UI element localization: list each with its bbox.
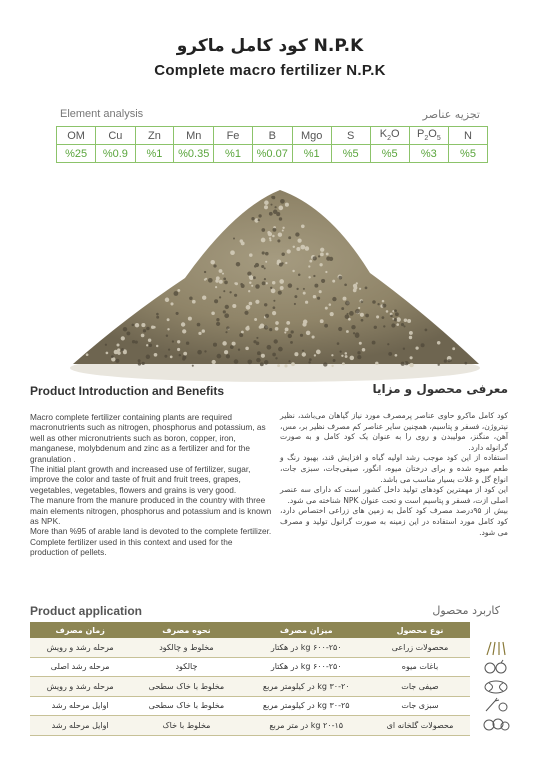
table-row xyxy=(30,638,470,657)
element-symbol-row xyxy=(57,127,488,145)
element-value: %1 xyxy=(214,145,253,163)
table-cell: مخلوط و چالکود xyxy=(130,638,242,657)
intro-paragraph: The initial plant growth and increased use of fertilizer, sugar, improve the color and taste of fruit and fruit trees, grapes, vegetables, vegetables, flowers and grains is very good. xyxy=(30,464,251,495)
table-cell: سبزی جات xyxy=(370,696,470,716)
melon-icon xyxy=(472,676,520,695)
element-value: %3 xyxy=(409,145,448,163)
element-symbol: N xyxy=(449,127,488,145)
table-cell: محصولات زراعی xyxy=(370,638,470,657)
page-title-persian: کود کامل ماکرو N.P.K xyxy=(176,36,364,56)
table-cell: kg ۶۰۰-۲۵۰ در هکتار xyxy=(243,657,370,677)
table-row xyxy=(30,657,470,677)
element-value: %0.9 xyxy=(96,145,135,163)
element-symbol: Cu xyxy=(96,127,135,145)
element-analysis-label-persian: تجزیه عناصر xyxy=(422,108,480,121)
fruit-icon xyxy=(472,657,520,676)
table-cell: باغات میوه xyxy=(370,657,470,677)
element-value: %1 xyxy=(135,145,174,163)
intro-heading: Product Introduction and Benefits xyxy=(30,384,224,398)
element-symbol: $P_2O_5$ xyxy=(409,127,448,145)
element-symbol: B xyxy=(252,127,292,145)
intro-paragraph: More than %95 of arable land is devoted to the complete fertilizer. Complete fertilizer used in this context and used for the production of pellets. xyxy=(30,526,272,558)
element-value: %0.35 xyxy=(174,145,214,163)
table-cell: محصولات گلخانه ای xyxy=(370,716,470,736)
table-row xyxy=(30,696,470,716)
element-symbol: Mn xyxy=(174,127,214,145)
intro-paragraph-persian: کود کامل ماکرو حاوی عناصر پرمصرف مورد نیاز گیاهان می‌باشد، نظیر نیتروژن، فسفر و پتاسیم، همچنین سایر عناصر کم مصرف نظیر بر، مس، آهن، منگنز، مولیبدن و روی را به عنوان یک کود کامل و به صورت گرانوله دارد. xyxy=(280,411,508,452)
element-symbol: Mgo xyxy=(292,127,331,145)
column-header: نوع محصول xyxy=(370,622,470,638)
element-value: %25 xyxy=(57,145,96,163)
intro-paragraph: Macro complete fertilizer containing plants are required macronutrients such as nitrogen, phosphorus and potassium, as well as other micronutrients such as boron, copper, iron, manganese, molybdenum and zinc as a fertilizer and for the granulation . xyxy=(30,412,266,464)
element-analysis-label: Element analysis xyxy=(60,108,144,120)
element-value-row xyxy=(57,145,488,163)
table-cell: اوایل مرحله رشد xyxy=(30,716,130,736)
element-symbol: S xyxy=(331,127,370,145)
table-cell: مخلوط با خاک سطحی xyxy=(130,677,242,697)
wheat-icon xyxy=(472,638,520,657)
intro-paragraph-persian: استفاده از این کود موجب رشد اولیه گیاه و افزایش قند، بهبود رنگ و طعم میوه شده و برای درختان میوه، انگور، صیفی‌جات، سبزی جات، انواع گل و غلات بسیار مناسب می باشد. xyxy=(280,453,508,484)
table-cell: مخلوط با خاک سطحی xyxy=(130,696,242,716)
intro-text-persian xyxy=(280,411,508,538)
table-cell: چالکود xyxy=(130,657,242,677)
column-header: زمان مصرف xyxy=(30,622,130,638)
page-title-english: Complete macro fertilizer N.P.K xyxy=(154,62,386,79)
element-value: %5 xyxy=(331,145,370,163)
element-value: %1 xyxy=(292,145,331,163)
element-value: %5 xyxy=(370,145,409,163)
crop-icons-column xyxy=(472,638,520,733)
intro-heading-persian: معرفی محصول و مزایا xyxy=(372,382,508,396)
element-analysis-table xyxy=(56,126,488,163)
element-value: %5 xyxy=(449,145,488,163)
table-cell: kg ۳۰-۲۰ در کیلومتر مربع xyxy=(243,677,370,697)
element-value: %0.07 xyxy=(252,145,292,163)
application-table xyxy=(30,622,470,736)
intro-paragraph: The manure from the manure produced in the country with three main elements nitrogen, phosphorus and potassium and is known as NPK. xyxy=(30,495,272,527)
table-cell: صیفی جات xyxy=(370,677,470,697)
intro-paragraph-persian: این کود از مهمترین کودهای تولید داخل کشور است که دارای سه عنصر اصلی ازت، فسفر و پتاسیم است و تحت عنوان NPK شناخته می شود. xyxy=(280,485,508,505)
application-heading-persian: کاربرد محصول xyxy=(432,604,500,617)
element-symbol: Fe xyxy=(214,127,253,145)
table-cell: اوایل مرحله رشد xyxy=(30,696,130,716)
element-symbol: Zn xyxy=(135,127,174,145)
fertilizer-granules-image xyxy=(65,168,485,388)
table-cell: مخلوط با خاک xyxy=(130,716,242,736)
table-row xyxy=(30,677,470,697)
intro-text-english xyxy=(30,412,272,558)
table-cell: مرحله رشد و رویش xyxy=(30,677,130,697)
greenhouse-icon xyxy=(472,714,520,733)
intro-paragraph-persian: بیش از ۹۵درصد مصرف کود کامل به زمین های زراعی اختصاص دارد، کود کامل مورد استفاده در این زمینه به صورت گرانول تولید و مصرف می شود. xyxy=(280,506,508,537)
application-heading: Product application xyxy=(30,604,143,618)
table-cell: مرحله رشد و رویش xyxy=(30,638,130,657)
table-cell: kg ۶۰۰-۲۵۰ در هکتار xyxy=(243,638,370,657)
vegetable-icon xyxy=(472,695,520,714)
table-cell: مرحله رشد اصلی xyxy=(30,657,130,677)
table-row xyxy=(30,716,470,736)
element-symbol: OM xyxy=(57,127,96,145)
application-table-header xyxy=(30,622,470,638)
table-cell: kg ۳۰-۲۵ در کیلومتر مربع xyxy=(243,696,370,716)
table-cell: kg ۲۰-۱۵ در متر مربع xyxy=(243,716,370,736)
element-symbol: $K_2O$ xyxy=(370,127,409,145)
column-header: نحوه مصرف xyxy=(130,622,242,638)
column-header: میزان مصرف xyxy=(243,622,370,638)
